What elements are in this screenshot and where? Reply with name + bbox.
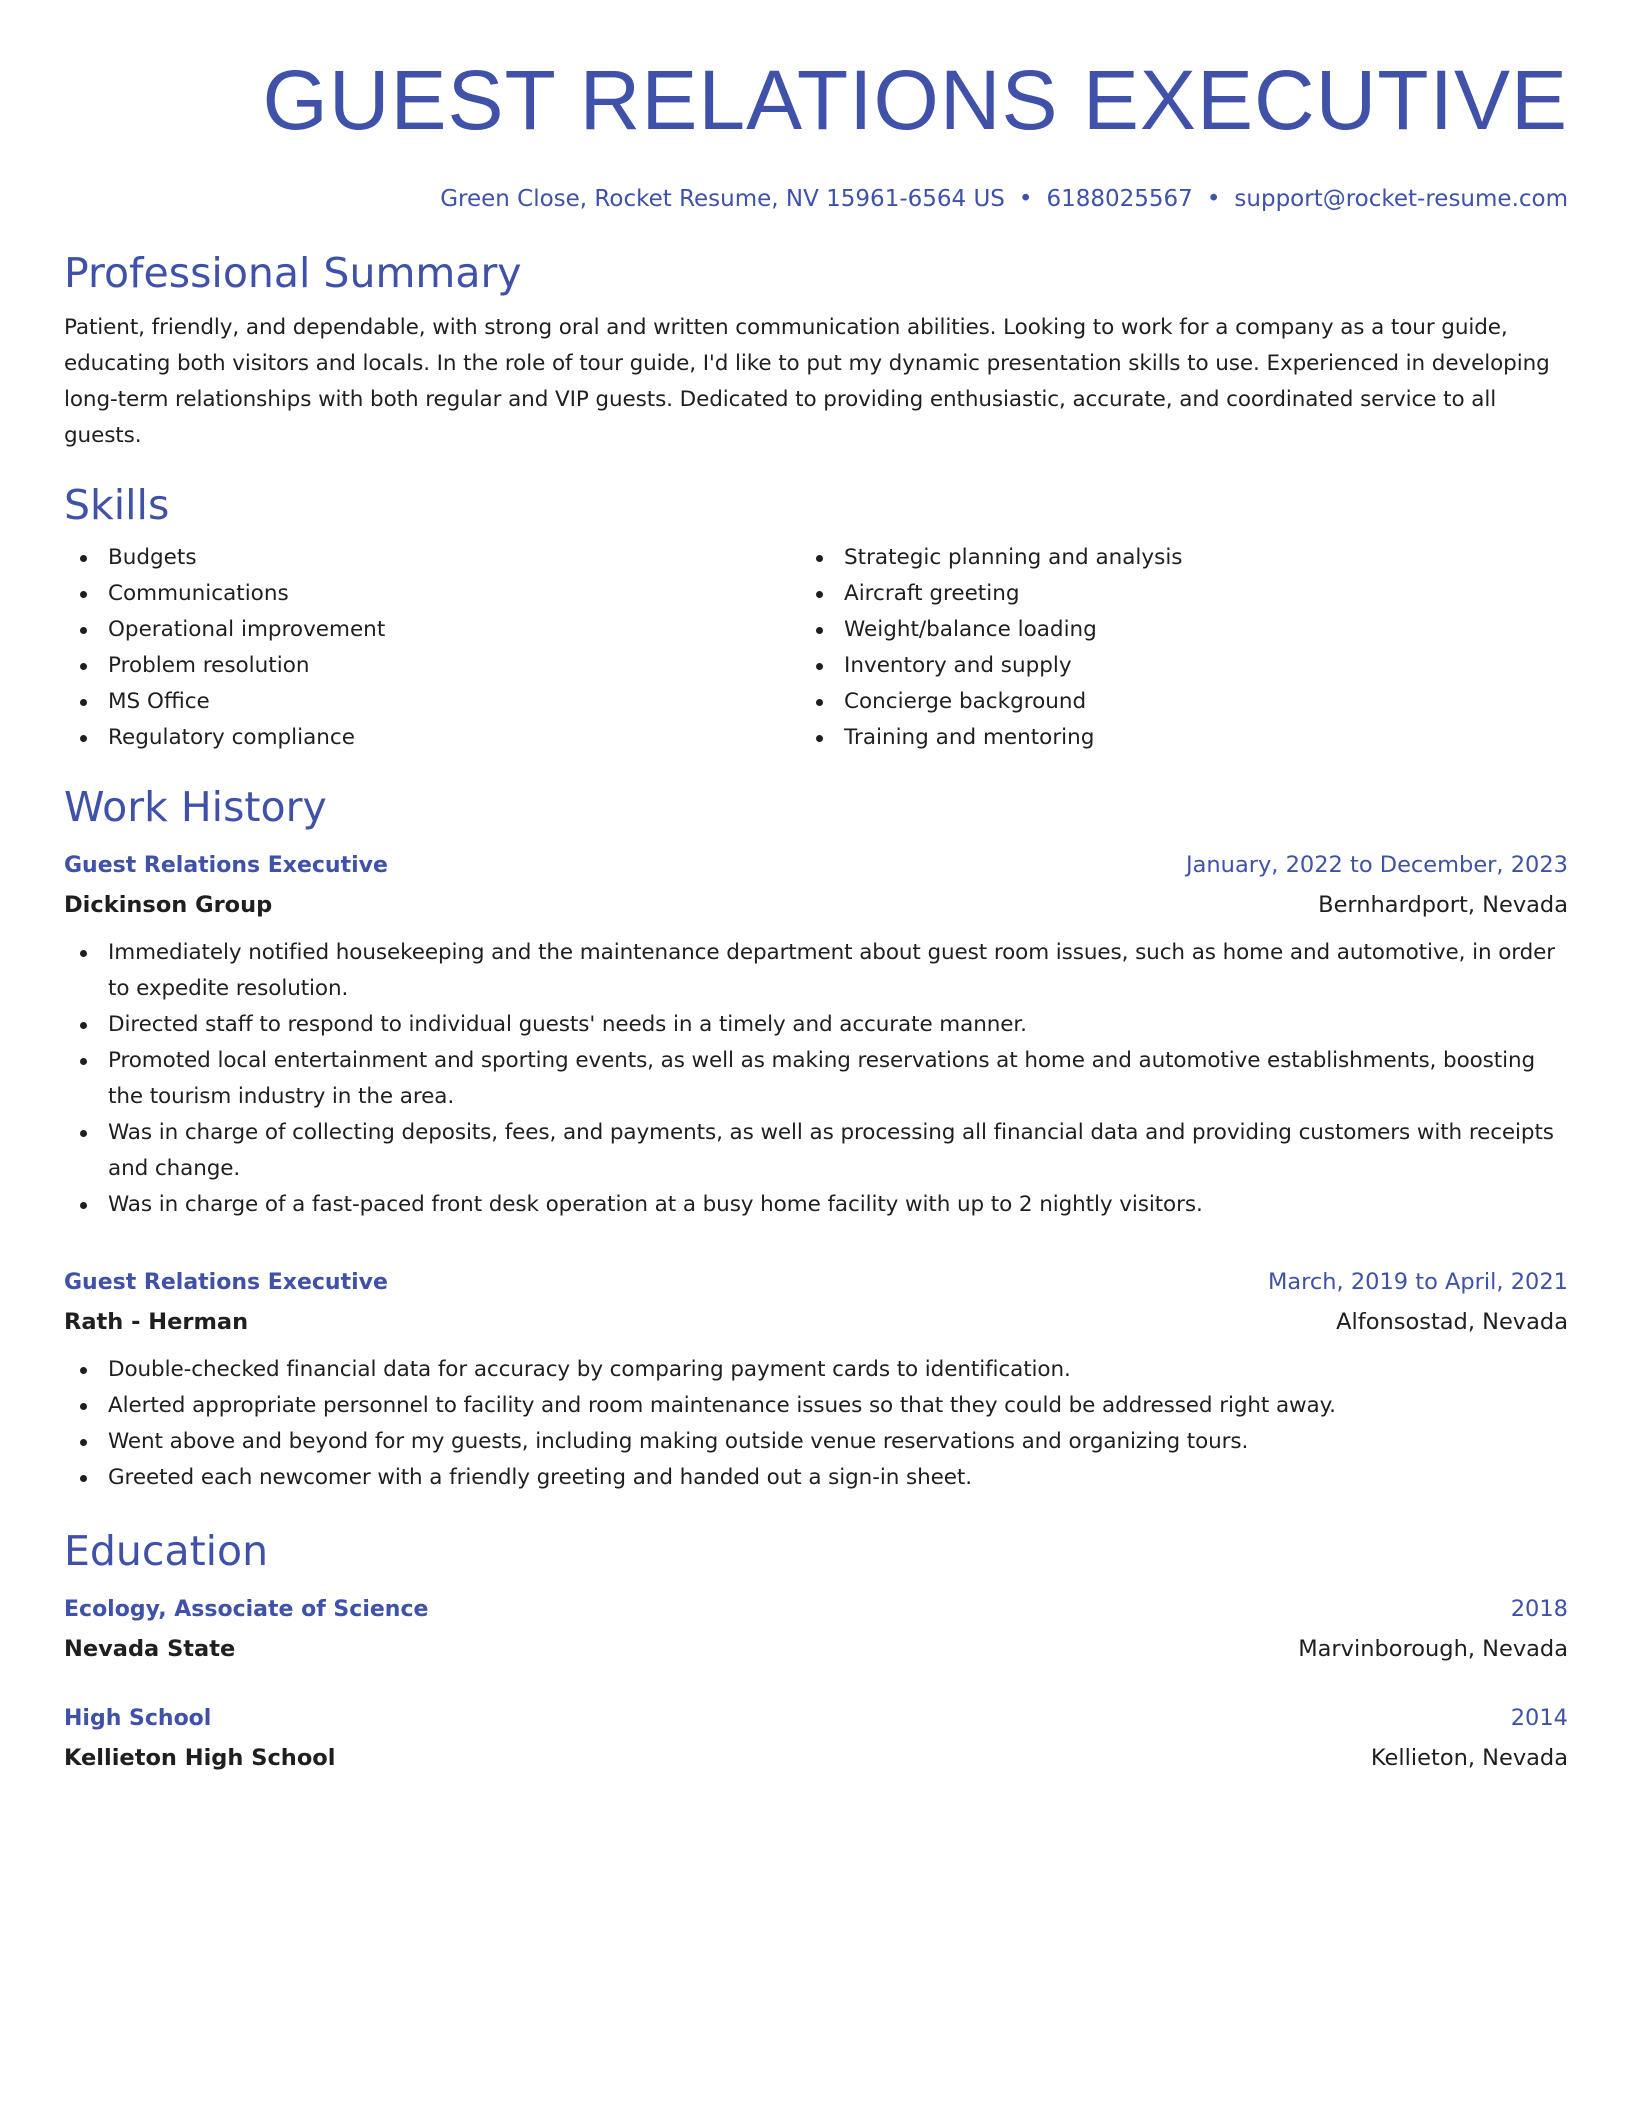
- responsibility-item: Directed staff to respond to individual guests' needs in a timely and accurate manner.: [64, 1007, 1568, 1043]
- graduation-year: 2018: [1510, 1596, 1568, 1622]
- skill-item: Regulatory compliance: [64, 720, 800, 756]
- job-dates: March, 2019 to April, 2021: [1267, 1269, 1568, 1295]
- skills-list-right: [800, 540, 1536, 756]
- education-section: [64, 1526, 1568, 1778]
- company-name: Dickinson Group: [64, 892, 273, 918]
- separator-dot: •: [1206, 186, 1221, 212]
- job-company-row: [64, 885, 1568, 925]
- responsibility-item: Alerted appropriate personnel to facility and room maintenance issues so that they could be addressed right away.: [64, 1388, 1568, 1424]
- summary-heading: Professional Summary: [64, 249, 522, 297]
- job-title: Guest Relations Executive: [64, 853, 388, 878]
- email-link[interactable]: support@rocket-resume.com: [1234, 186, 1568, 212]
- summary-text: Patient, friendly, and dependable, with strong oral and written communication abilities. Looking to work for a company as a tour guide, educating both visitors and locals. In the role of tour guide, I'd like to put my dynamic presentation skills to use. Experienced in developing long-term relationships with both regular and VIP guests. Dedicated to providing enthusiastic, accurate, and coordinated service to all guests.: [64, 315, 1550, 448]
- responsibility-item: Double-checked financial data for accuracy by comparing payment cards to identification.: [64, 1352, 1568, 1388]
- skills-heading: Skills: [64, 481, 170, 529]
- job-entry: [64, 846, 1568, 1223]
- degree-row: [64, 1699, 1568, 1738]
- degree-name: High School: [64, 1706, 212, 1731]
- degree-row: [64, 1590, 1568, 1629]
- job-dates: January, 2022 to December, 2023: [1186, 852, 1568, 878]
- responsibility-item: Greeted each newcomer with a friendly greeting and handed out a sign-in sheet.: [64, 1460, 1568, 1496]
- skills-columns: [64, 540, 1568, 756]
- resume-header: [64, 52, 1568, 214]
- skill-item: Communications: [64, 576, 800, 612]
- skill-item: Concierge background: [800, 684, 1536, 720]
- school-location: Marvinborough, Nevada: [1298, 1636, 1568, 1662]
- job-title-row: [64, 1263, 1568, 1302]
- skill-item: Aircraft greeting: [800, 576, 1536, 612]
- education-heading: Education: [64, 1527, 269, 1575]
- job-location: Bernhardport, Nevada: [1318, 892, 1568, 918]
- job-responsibilities: [64, 1352, 1568, 1496]
- job-location: Alfonsostad, Nevada: [1336, 1309, 1568, 1335]
- job-title-row: [64, 846, 1568, 885]
- school-location: Kellieton, Nevada: [1370, 1745, 1568, 1771]
- skill-item: Budgets: [64, 540, 800, 576]
- responsibility-item: Went above and beyond for my guests, including making outside venue reservations and organizing tours.: [64, 1424, 1568, 1460]
- school-name: Kellieton High School: [64, 1745, 336, 1771]
- job-responsibilities: [64, 935, 1568, 1223]
- degree-name: Ecology, Associate of Science: [64, 1597, 429, 1622]
- skills-section: [64, 480, 1568, 756]
- school-name: Nevada State: [64, 1636, 236, 1662]
- skill-item: Training and mentoring: [800, 720, 1536, 756]
- company-name: Rath - Herman: [64, 1309, 249, 1335]
- education-entry: [64, 1699, 1568, 1778]
- skill-item: MS Office: [64, 684, 800, 720]
- work-history-heading: Work History: [64, 783, 327, 831]
- education-entry: [64, 1590, 1568, 1669]
- work-history-section: [64, 782, 1568, 1496]
- responsibility-item: Was in charge of a fast-paced front desk operation at a busy home facility with up to 2 nightly visitors.: [64, 1187, 1568, 1223]
- responsibility-item: Promoted local entertainment and sporting events, as well as making reservations at home and automotive establishments, boosting the tourism industry in the area.: [64, 1043, 1568, 1115]
- graduation-year: 2014: [1510, 1705, 1568, 1731]
- skill-item: Inventory and supply: [800, 648, 1536, 684]
- skill-item: Operational improvement: [64, 612, 800, 648]
- school-row: [64, 1629, 1568, 1669]
- phone-text: 6188025567: [1046, 186, 1193, 212]
- skill-item: Weight/balance loading: [800, 612, 1536, 648]
- responsibility-item: Was in charge of collecting deposits, fees, and payments, as well as processing all financial data and providing customers with receipts and change.: [64, 1115, 1568, 1187]
- school-row: [64, 1738, 1568, 1778]
- skills-list-left: [64, 540, 800, 756]
- job-entry: [64, 1263, 1568, 1496]
- resume-title: GUEST RELATIONS EXECUTIVE: [262, 53, 1568, 147]
- responsibility-item: Immediately notified housekeeping and the maintenance department about guest room issues, such as home and automotive, in order to expedite resolution.: [64, 935, 1568, 1007]
- skill-item: Problem resolution: [64, 648, 800, 684]
- separator-dot: •: [1018, 186, 1033, 212]
- summary-section: [64, 248, 1568, 454]
- job-title: Guest Relations Executive: [64, 1270, 388, 1295]
- skill-item: Strategic planning and analysis: [800, 540, 1536, 576]
- job-company-row: [64, 1302, 1568, 1342]
- address-text: Green Close, Rocket Resume, NV 15961-6564 US: [440, 186, 1005, 212]
- contact-line: [64, 184, 1568, 214]
